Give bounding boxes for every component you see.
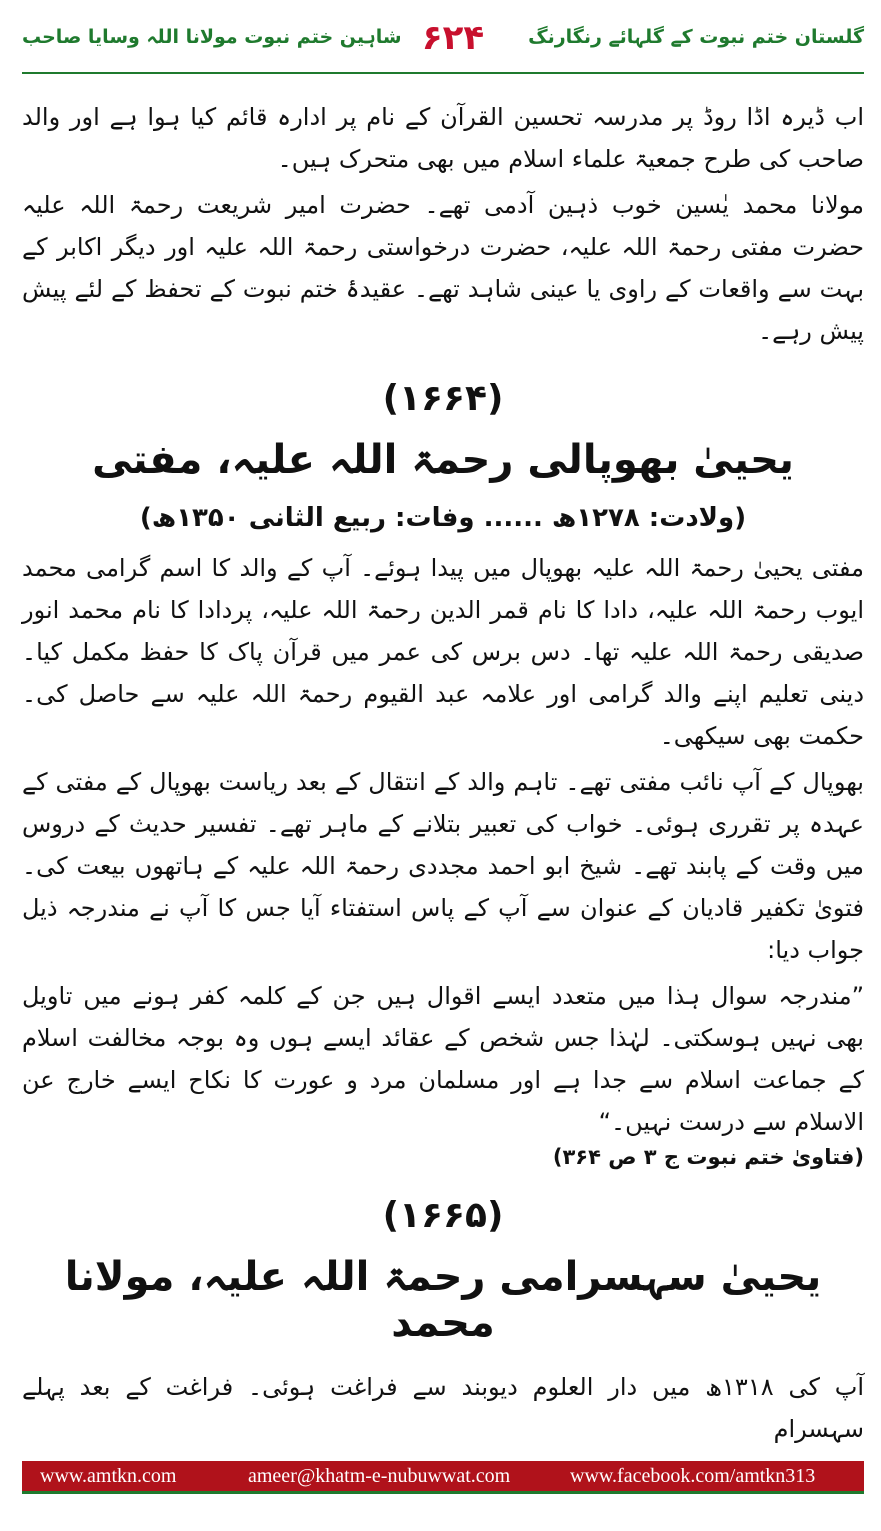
entry-1665-paragraph-1: آپ کی ۱۳۱۸ھ میں دار العلوم دیوبند سے فراغت ہوئی۔ فراغت کے بعد پہلے سہسرام xyxy=(22,1373,864,1443)
fatwa-quote: ”مندرجہ سوال ہذا میں متعدد ایسے اقوال ہیں جن کے کلمہ کفر ہونے میں تاویل بھی نہیں ہوسکتی۔ لہٰذا جس شخص کے عقائد ایسے ہوں وہ بوجہ مخالفت اسلام کے جماعت اسلام سے جدا ہے اور مسلمان مرد و عورت کا نکاح ایسے خارج عن الاسلام سے درست نہیں۔“ xyxy=(22,982,864,1136)
entry-dates-1664: (ولادت: ۱۲۷۸ھ ...... وفات: ربیع الثانی ۱۳۵۰ھ) xyxy=(139,503,747,533)
header-divider xyxy=(22,72,864,74)
entry-title-1665: یحییٰ سہسرامی رحمۃ اللہ علیہ، مولانا محمد xyxy=(64,1254,822,1346)
page-number: ۶۲۴ xyxy=(421,18,485,58)
page-footer xyxy=(22,1461,864,1494)
page-header xyxy=(22,18,864,68)
fatwa-reference: (فتاویٰ ختم نبوت ج ۳ ص ۳۶۴) xyxy=(552,1145,864,1169)
intro-paragraph-1: اب ڈیرہ اڈا روڈ پر مدرسہ تحسین القرآن کے نام پر ادارہ قائم کیا ہوا ہے اور والد صاحب کی طرح جمعیۃ علماء اسلام میں بھی متحرک ہیں۔ xyxy=(22,103,864,173)
intro-paragraph-2: مولانا محمد یٰسین خوب ذہین آدمی تھے۔ حضرت امیر شریعت رحمۃ اللہ علیہ حضرت مفتی رحمۃ اللہ علیہ، حضرت درخواستی رحمۃ اللہ علیہ اور دیگر اکابر کے بہت سے واقعات کے راوی یا عینی شاہد تھے۔ عقیدۂ ختم نبوت کے تحفظ کے لئے پیش پیش رہے۔ xyxy=(22,191,864,345)
entry-1664-paragraph-2: بھوپال کے آپ نائب مفتی تھے۔ تاہم والد کے انتقال کے بعد ریاست بھوپال کے مفتی کے عہدہ پر تقرری ہوئی۔ خواب کی تعبیر بتلانے کے ماہر تھے۔ تفسیر حدیث کے دروس میں وقت کے پابند تھے۔ شیخ ابو احمد مجددی رحمۃ اللہ علیہ کے ہاتھوں بیعت کی۔ فتویٰ تکفیر قادیان کے عنوان سے آپ کے پاس استفتاء آیا جس کا آپ نے مندرجہ ذیل جواب دیا: xyxy=(22,768,864,964)
entry-1664-paragraph-1: مفتی یحییٰ رحمۃ اللہ علیہ بھوپال میں پیدا ہوئے۔ آپ کے والد کا اسم گرامی محمد ایوب رحمۃ اللہ علیہ، دادا کا نام قمر الدین رحمۃ اللہ علیہ، پردادا کا نام محمد انور صدیقی رحمۃ اللہ علیہ تھا۔ دس برس کی عمر میں قرآن پاک کا حفظ مکمل کیا۔ دینی تعلیم اپنے والد گرامی اور علامہ عبد القیوم رحمۃ اللہ علیہ سے حاصل کی۔ حکمت بھی سیکھی۔ xyxy=(22,554,865,750)
header-left-title: شاہین ختم نبوت مولانا اللہ وسایا صاحب xyxy=(22,26,402,48)
entry-number-1665: (۱۶۶۵) xyxy=(382,1195,504,1236)
footer-website-link[interactable]: www.amtkn.com xyxy=(40,1465,177,1487)
entry-number-1664: (۱۶۶۴) xyxy=(382,378,504,419)
entry-title-1664: یحییٰ بھوپالی رحمۃ اللہ علیہ، مفتی xyxy=(92,437,794,483)
footer-email-link[interactable]: ameer@khatm-e-nubuwwat.com xyxy=(248,1465,511,1487)
page-content xyxy=(22,96,864,1454)
header-right-title: گلستان ختم نبوت کے گلہائے رنگارنگ xyxy=(528,26,864,48)
footer-facebook-link[interactable]: www.facebook.com/amtkn313 xyxy=(570,1465,816,1487)
